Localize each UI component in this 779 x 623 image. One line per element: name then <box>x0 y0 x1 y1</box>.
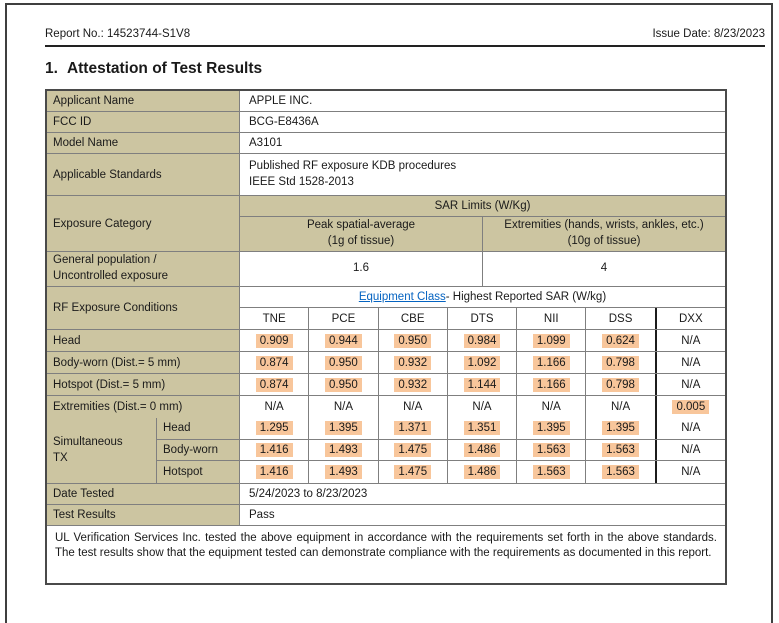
sar-value-cell <box>655 418 725 439</box>
highlighted-value: 1.166 <box>533 378 570 392</box>
standard-line: Published RF exposure KDB procedures <box>249 159 457 172</box>
equipment-class-block <box>240 287 725 329</box>
limit-values <box>240 252 725 286</box>
highlighted-value: 1.099 <box>533 334 570 348</box>
equipment-class-header <box>240 287 725 308</box>
row-test-results <box>47 505 725 526</box>
sar-value-cell <box>379 461 448 483</box>
highlighted-value: 0.932 <box>394 356 431 370</box>
highlighted-value: 0.909 <box>256 334 293 348</box>
row-label: Body-worn <box>157 440 240 461</box>
sar-value-cell <box>309 352 378 373</box>
na-value: N/A <box>681 356 701 369</box>
simultaneous-tx-rows <box>157 418 725 483</box>
simultaneous-row-body-worn <box>157 440 725 462</box>
row-exposure-category <box>47 196 725 252</box>
row-value: APPLE INC. <box>249 95 313 107</box>
row-label: Head <box>47 330 240 351</box>
sar-value-cell <box>655 374 725 395</box>
sar-value-cell <box>448 374 517 395</box>
sar-value-cell <box>240 461 309 483</box>
sar-value-cell <box>379 396 448 418</box>
na-value: N/A <box>333 401 353 413</box>
limit-value-10g: 4 <box>600 262 608 275</box>
sar-value-cell <box>655 396 725 418</box>
column-header-dxx: DXX <box>655 308 725 329</box>
highlighted-value: 1.493 <box>325 465 362 479</box>
na-value: N/A <box>610 401 631 413</box>
sar-value-cell <box>448 352 517 373</box>
sar-value-cell <box>655 352 725 373</box>
sar-value-cell <box>586 418 654 439</box>
sar-value-cell <box>309 396 378 418</box>
sar-value-cell <box>655 440 725 461</box>
row-date-tested <box>47 484 725 505</box>
na-value: N/A <box>681 378 701 391</box>
sar-value-cell <box>448 440 517 461</box>
highlighted-value: 1.475 <box>394 443 431 457</box>
highlighted-value: 1.486 <box>464 465 501 479</box>
row-applicable-standards <box>47 154 725 196</box>
sar-value-cell <box>655 461 725 483</box>
sar-value-cell <box>448 330 517 351</box>
limit-value-1g: 1.6 <box>240 252 483 286</box>
sar-limits-title: SAR Limits (W/Kg) <box>240 196 725 217</box>
highlighted-value: 1.486 <box>464 443 501 457</box>
row-label: Hotspot <box>157 461 240 483</box>
highlighted-value: 1.563 <box>533 443 570 457</box>
sar-row-body-worn-dist-5-mm <box>47 352 725 374</box>
na-value: N/A <box>681 334 701 347</box>
simultaneous-tx-label: Simultaneous TX <box>47 418 157 483</box>
row-label: Date Tested <box>47 484 240 504</box>
highlighted-value: 1.371 <box>394 421 431 435</box>
row-simultaneous-tx <box>47 418 725 484</box>
sar-limit-headers <box>240 217 725 251</box>
sar-value-cell <box>240 396 309 418</box>
row-label: RF Exposure Conditions <box>47 287 240 329</box>
row-value: A3101 <box>249 137 283 149</box>
sar-value-cell <box>586 440 654 461</box>
highlighted-value: 0.798 <box>602 378 639 392</box>
equipment-class-rest: - Highest Reported SAR (W/kg) <box>445 291 607 303</box>
row-model-name <box>47 133 725 154</box>
footer-note: UL Verification Services Inc. tested the above equipment in accordance with the requirements set forth in the above standards. The test results show that the equipment tested can demonstrate compliance with the requirements as documented in this report. <box>55 532 717 559</box>
report-page <box>45 28 765 585</box>
highlighted-value: 0.950 <box>394 334 431 348</box>
sar-value-cell <box>309 374 378 395</box>
row-label: Body-worn (Dist.= 5 mm) <box>47 352 240 373</box>
row-label: Applicant Name <box>47 91 240 111</box>
row-value <box>240 154 725 195</box>
sar-results-rows <box>47 330 725 418</box>
row-rf-exposure-conditions <box>47 287 725 330</box>
highlighted-value: 1.563 <box>602 443 639 457</box>
sar-value-cell <box>309 330 378 351</box>
row-label: General population / Uncontrolled exposure <box>47 252 240 286</box>
na-value: N/A <box>403 401 423 413</box>
na-value: N/A <box>681 444 701 456</box>
sar-value-cell <box>586 352 654 373</box>
row-label: Applicable Standards <box>47 154 240 195</box>
highlighted-value: 1.092 <box>464 356 501 370</box>
sar-value-cell <box>517 330 586 351</box>
highlighted-value: 0.874 <box>256 378 293 392</box>
highlighted-value: 0.932 <box>394 378 431 392</box>
simultaneous-row-head <box>157 418 725 440</box>
row-value: BCG-E8436A <box>249 116 319 128</box>
sar-value-cell <box>240 418 309 439</box>
section-title <box>45 60 765 78</box>
sar-value-cell <box>379 374 448 395</box>
row-label: Exposure Category <box>47 196 240 251</box>
sar-value-cell <box>448 418 517 439</box>
highlighted-value: 1.395 <box>325 421 362 435</box>
highlighted-value: 0.624 <box>602 334 639 348</box>
highlighted-value: 1.295 <box>256 421 293 435</box>
sar-value-cell <box>379 352 448 373</box>
sar-value-cell <box>309 418 378 439</box>
sar-value-cell <box>379 440 448 461</box>
page-header <box>45 28 765 47</box>
sar-value-cell <box>448 461 517 483</box>
highlighted-value: 1.416 <box>256 465 293 479</box>
sar-limit-peak-header: Peak spatial-average (1g of tissue) <box>240 217 483 251</box>
highlighted-value: 1.416 <box>256 443 293 457</box>
attestation-table <box>45 89 727 585</box>
sar-value-cell <box>379 418 448 439</box>
highlighted-value: 1.475 <box>394 465 431 479</box>
sar-value-cell <box>586 330 654 351</box>
highlighted-value: 1.395 <box>533 421 570 435</box>
highlighted-value: 0.950 <box>325 378 362 392</box>
column-header-dss: DSS <box>608 312 633 325</box>
sar-value-cell <box>517 418 586 439</box>
sar-value-cell <box>517 352 586 373</box>
simultaneous-row-hotspot <box>157 461 725 483</box>
highlighted-value: 1.144 <box>464 378 501 392</box>
highlighted-value: 1.563 <box>602 465 639 479</box>
highlighted-value: 0.950 <box>325 356 362 370</box>
column-header-dts: DTS <box>448 308 517 329</box>
na-value: N/A <box>264 401 284 413</box>
sar-value-cell <box>379 330 448 351</box>
issue-date: Issue Date: 8/23/2023 <box>652 28 765 40</box>
highlighted-value: 1.166 <box>533 356 570 370</box>
sar-value-cell <box>655 330 725 351</box>
highlighted-value: 0.944 <box>325 334 362 348</box>
highlighted-value: 1.493 <box>325 443 362 457</box>
row-label: Test Results <box>47 505 240 525</box>
sar-value-cell <box>309 440 378 461</box>
sar-value-cell <box>586 396 654 418</box>
na-value: N/A <box>541 401 561 413</box>
na-value: N/A <box>472 401 492 413</box>
sar-value-cell <box>240 374 309 395</box>
highlighted-value: 1.351 <box>464 421 501 435</box>
highlighted-value: 1.395 <box>602 421 639 435</box>
sar-value-cell <box>517 396 586 418</box>
na-value: N/A <box>681 466 701 479</box>
row-label: Extremities (Dist.= 0 mm) <box>47 396 240 418</box>
row-fcc-id <box>47 112 725 133</box>
sar-limit-extremities-header: Extremities (hands, wrists, ankles, etc.) (10g of tissue) <box>483 217 725 251</box>
column-header-tne: TNE <box>240 308 309 329</box>
sar-value-cell <box>586 461 654 483</box>
row-label: FCC ID <box>47 112 240 132</box>
sar-row-head <box>47 330 725 352</box>
highlighted-value: 0.798 <box>602 356 639 370</box>
row-general-population <box>47 252 725 287</box>
sar-value-cell <box>517 374 586 395</box>
equipment-class-link[interactable]: Equipment Class <box>358 291 446 303</box>
row-label: Model Name <box>47 133 240 153</box>
test-results-value: Pass <box>249 509 275 521</box>
sar-value-cell <box>517 461 586 483</box>
row-label: Hotspot (Dist.= 5 mm) <box>47 374 240 395</box>
highlighted-value: 0.874 <box>256 356 293 370</box>
highlighted-value: 1.563 <box>533 465 570 479</box>
row-label: Head <box>157 418 240 439</box>
sar-value-cell <box>448 396 517 418</box>
sar-column-headers <box>240 308 725 329</box>
sar-value-cell <box>240 440 309 461</box>
row-value: 5/24/2023 to 8/23/2023 <box>249 488 368 500</box>
sar-limits-block <box>240 196 725 251</box>
sar-row-hotspot-dist-5-mm <box>47 374 725 396</box>
sar-value-cell <box>309 461 378 483</box>
report-number: Report No.: 14523744-S1V8 <box>45 28 191 40</box>
column-header-pce: PCE <box>309 308 378 329</box>
highlighted-value: 0.984 <box>464 334 501 348</box>
standard-line: IEEE Std 1528-2013 <box>249 175 354 188</box>
na-value: N/A <box>681 422 701 435</box>
highlighted-value: 0.005 <box>672 400 709 414</box>
section-title-text: Attestation of Test Results <box>66 60 263 77</box>
sar-value-cell <box>586 374 654 395</box>
section-number: 1. <box>45 60 58 77</box>
column-header-nii: NII <box>517 308 586 329</box>
sar-value-cell <box>517 440 586 461</box>
row-applicant-name <box>47 91 725 112</box>
sar-value-cell <box>240 352 309 373</box>
footer-note-row <box>47 526 725 583</box>
column-header-cbe: CBE <box>379 308 448 329</box>
sar-value-cell <box>240 330 309 351</box>
sar-row-extremities-dist-0-mm <box>47 396 725 418</box>
